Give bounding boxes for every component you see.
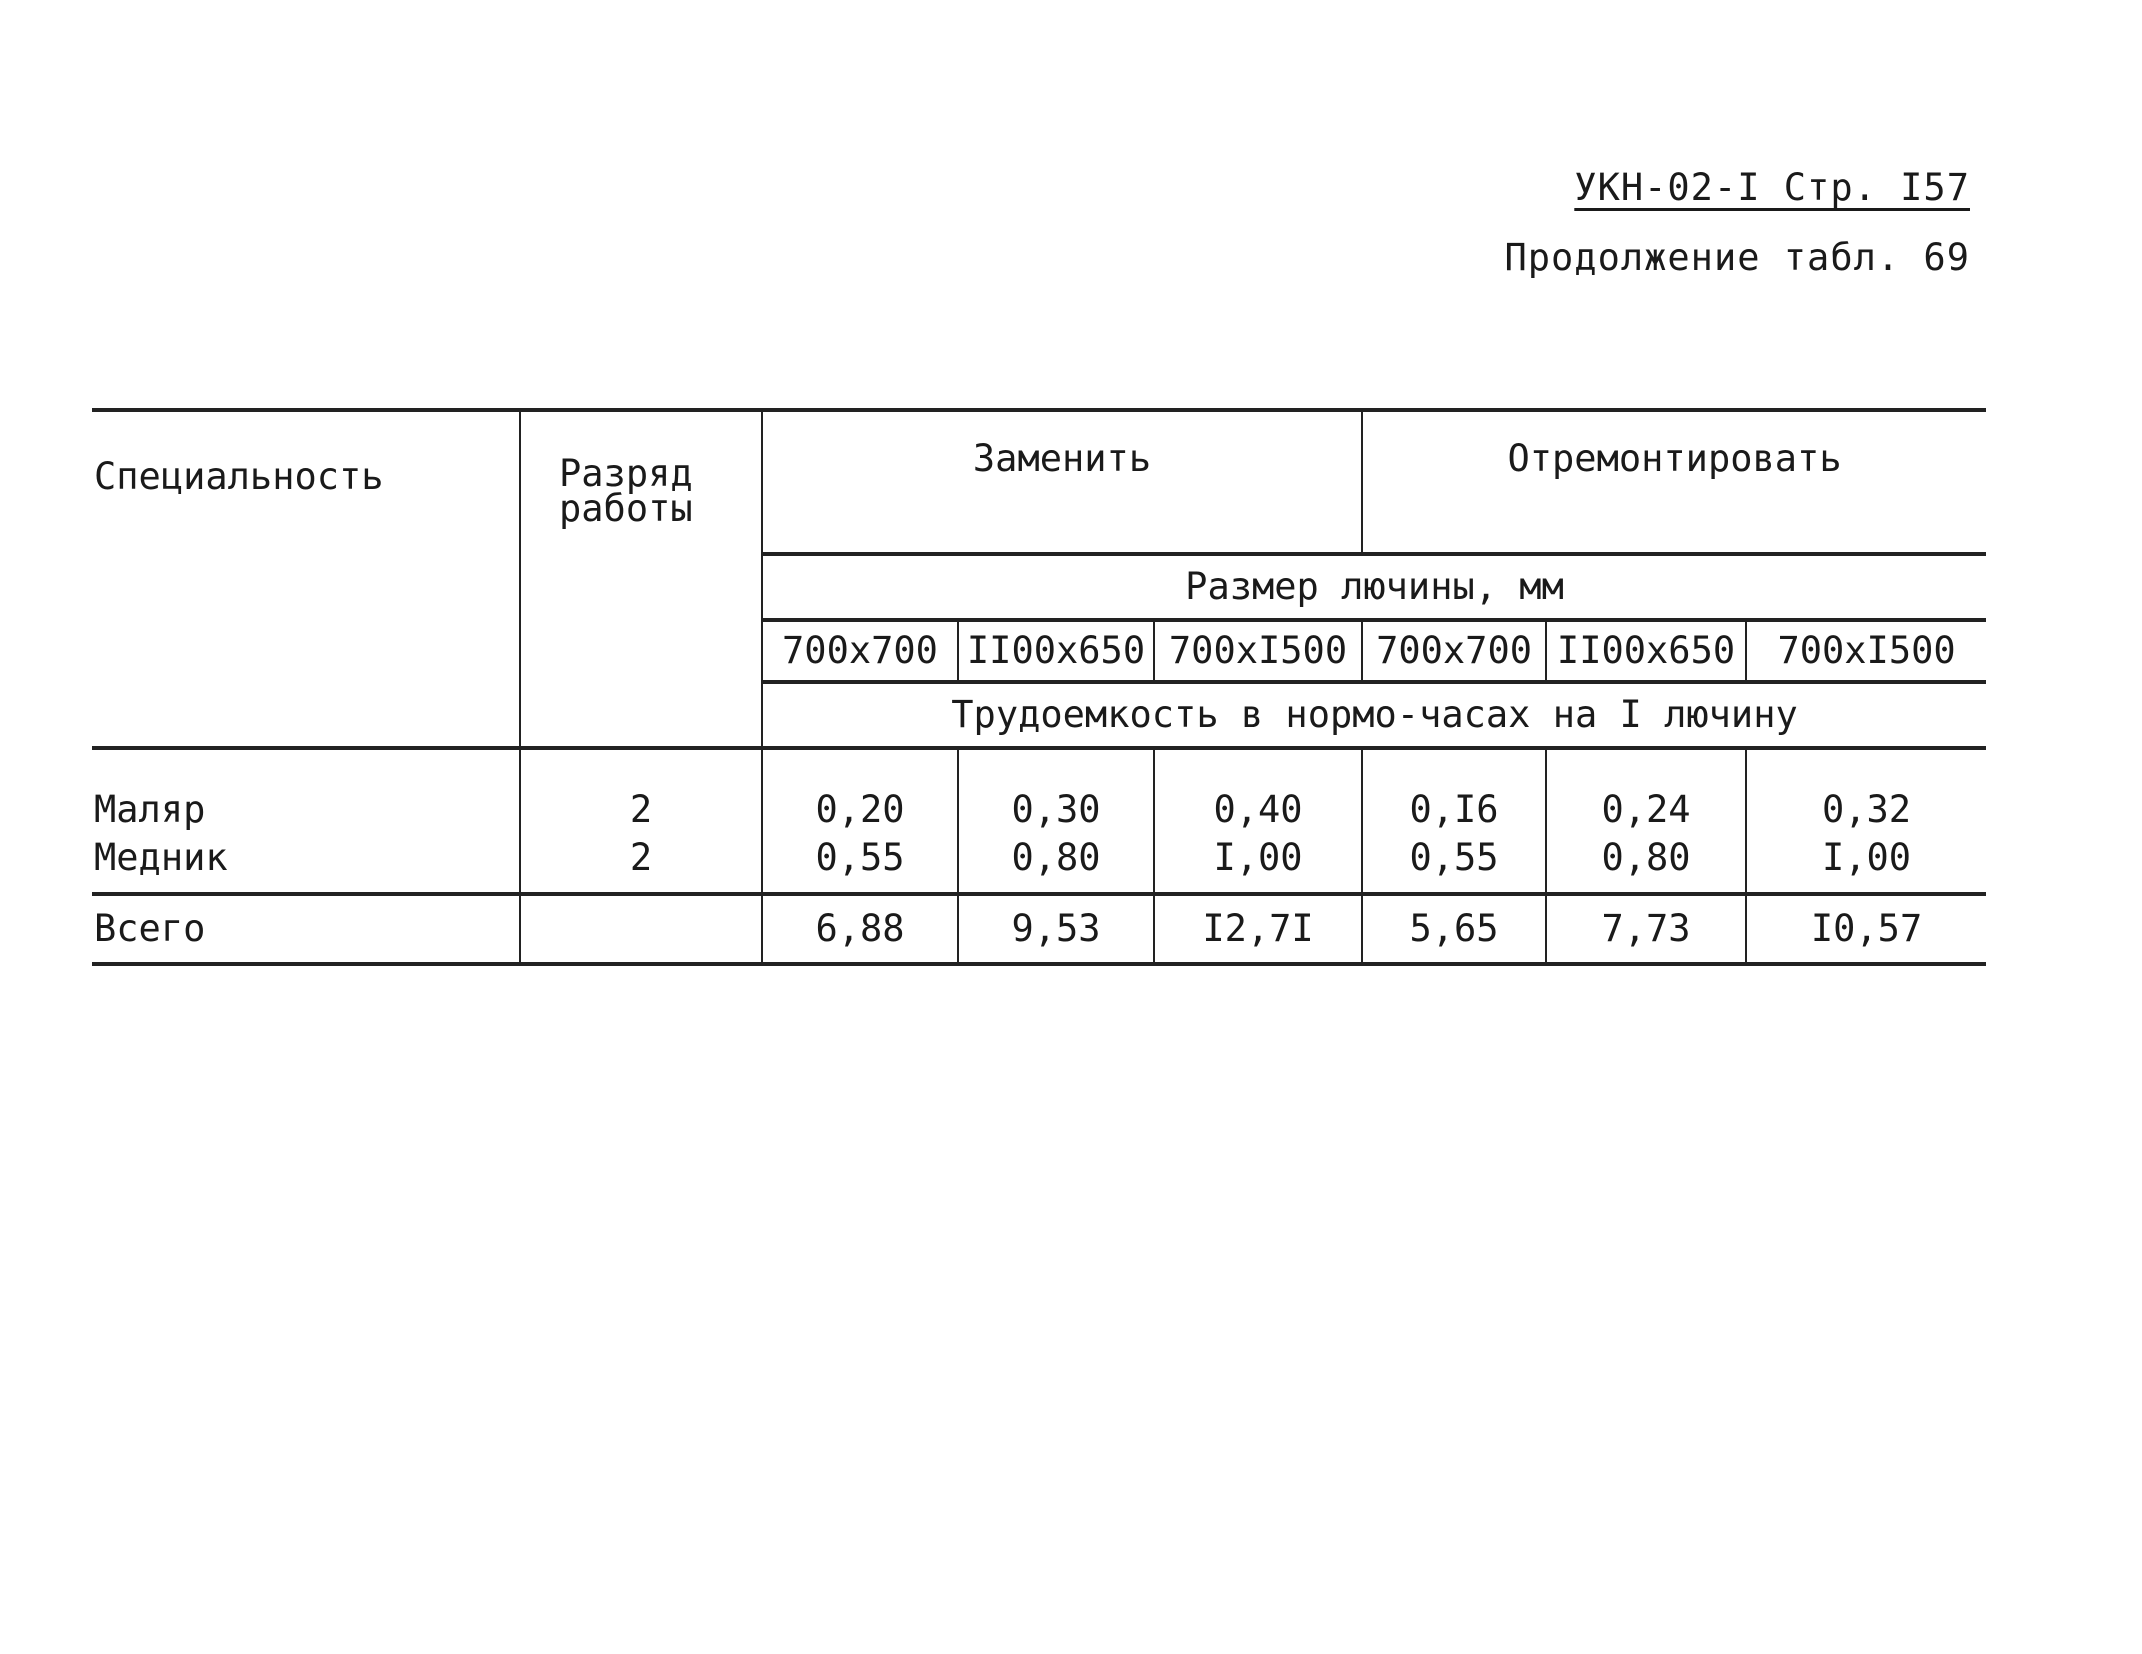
header-group-repair: Отремонтировать xyxy=(1362,410,1986,554)
row-specialty: Маляр xyxy=(94,787,206,831)
row-value: I,00 xyxy=(1154,834,1362,894)
header-dimension: II00x650 xyxy=(958,620,1154,682)
page-code: УКН-02-I Стр. I57 xyxy=(1574,166,1970,209)
header-dimension: 700x700 xyxy=(1362,620,1546,682)
row-value: 0,40 xyxy=(1154,748,1362,834)
table-continuation-caption: Продолжение табл. 69 xyxy=(1504,236,1970,279)
total-value: 9,53 xyxy=(958,894,1154,964)
row-grade: 2 xyxy=(520,834,762,894)
header-specialty: Специальность xyxy=(92,410,520,748)
header-dimension: 700xI500 xyxy=(1154,620,1362,682)
row-value: 0,20 xyxy=(762,748,958,834)
row-specialty: Медник xyxy=(94,835,228,879)
header-grade: Разряд работы xyxy=(520,410,762,748)
row-grade: 2 xyxy=(520,748,762,834)
total-grade xyxy=(520,894,762,964)
row-value: 0,I6 xyxy=(1362,748,1546,834)
header-dimension: 700xI500 xyxy=(1746,620,1986,682)
total-value: I0,57 xyxy=(1746,894,1986,964)
total-value: I2,7I xyxy=(1154,894,1362,964)
row-value: 0,80 xyxy=(958,834,1154,894)
row-value: I,00 xyxy=(1746,834,1986,894)
total-value: 6,88 xyxy=(762,894,958,964)
row-value: 0,32 xyxy=(1746,748,1986,834)
table-row xyxy=(92,748,1986,834)
total-value: 5,65 xyxy=(1362,894,1546,964)
row-value: 0,30 xyxy=(958,748,1154,834)
total-label: Всего xyxy=(92,894,520,964)
row-value: 0,80 xyxy=(1546,834,1746,894)
header-unit: Трудоемкость в нормо-часах на I лючину xyxy=(762,682,1986,748)
labor-norm-table xyxy=(92,408,1986,966)
row-value: 0,24 xyxy=(1546,748,1746,834)
table-row xyxy=(92,834,1986,894)
header-dimension: 700x700 xyxy=(762,620,958,682)
row-value: 0,55 xyxy=(762,834,958,894)
header-dimension: II00x650 xyxy=(1546,620,1746,682)
total-row xyxy=(92,894,1986,964)
total-value: 7,73 xyxy=(1546,894,1746,964)
header-size: Размер лючины, мм xyxy=(762,554,1986,620)
row-value: 0,55 xyxy=(1362,834,1546,894)
header-group-replace: Заменить xyxy=(762,410,1362,554)
